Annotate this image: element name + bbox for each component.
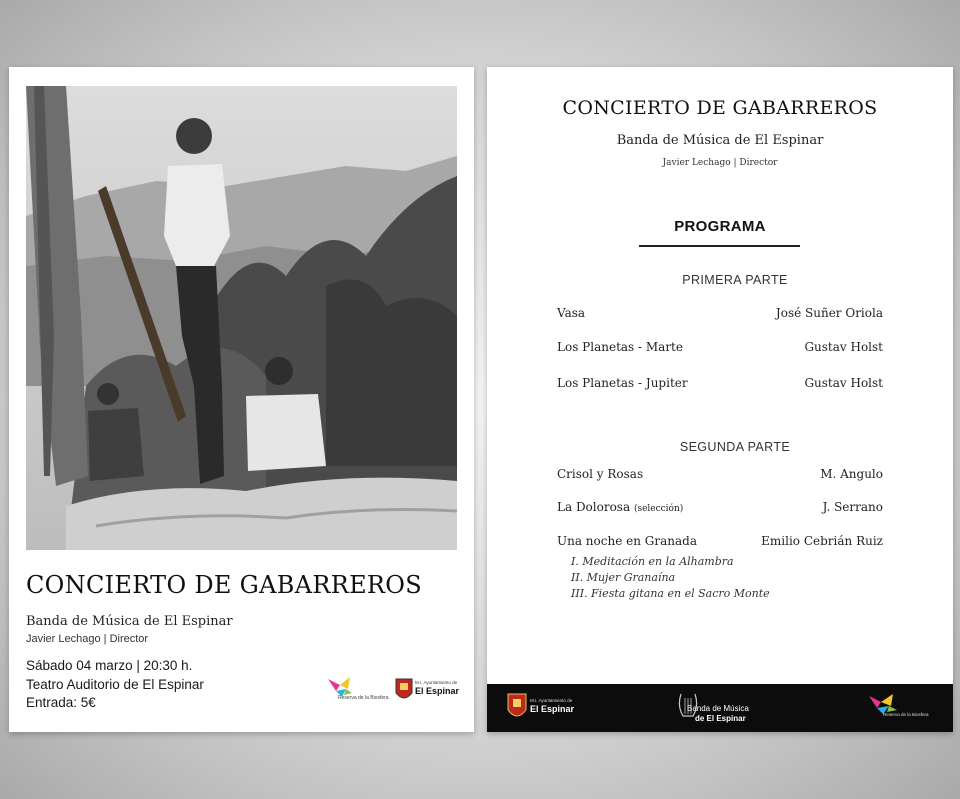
program-item: [557, 306, 883, 320]
piece-composer: Gustav Holst: [804, 376, 883, 390]
piece-title: Los Planetas - Jupiter: [557, 376, 688, 390]
concert-poster: [9, 67, 474, 732]
historical-photo: [26, 86, 457, 550]
coat-of-arms-icon: [395, 677, 413, 703]
band-logo-line1: Banda de Música: [687, 704, 749, 713]
piece-title: Vasa: [557, 306, 586, 320]
piece-title: Una noche en Granada: [557, 534, 697, 548]
town-hall-name: El Espinar: [530, 704, 575, 714]
town-hall-name: El Espinar: [415, 686, 460, 696]
biosphere-reserve-logo: [867, 692, 937, 724]
movement-list: [571, 554, 770, 602]
town-hall-small-label: M.I. Ayuntamiento de: [530, 698, 573, 703]
program-item: [557, 467, 883, 481]
part-one-label: PRIMERA PARTE: [682, 273, 788, 287]
program-item: [557, 340, 883, 354]
program-item: [557, 376, 883, 390]
piece-composer: Emilio Cebrián Ruiz: [761, 534, 883, 548]
biosphere-reserve-label: Reserva de la Biosfera: [338, 695, 389, 701]
piece-composer: M. Angulo: [820, 467, 883, 481]
concert-program: [487, 67, 953, 732]
movement-item: III. Fiesta gitana en el Sacro Monte: [571, 587, 770, 600]
piece-composer: Gustav Holst: [804, 340, 883, 354]
band-logo: [677, 690, 769, 726]
poster-title: CONCIERTO DE GABARREROS: [26, 571, 422, 599]
heading-underline: [639, 245, 800, 247]
biosphere-reserve-logo: [326, 675, 388, 705]
town-hall-small-label: M.I. Ayuntamiento de: [415, 680, 458, 685]
program-footer: [487, 684, 953, 732]
program-title: CONCIERTO DE GABARREROS: [562, 97, 878, 119]
poster-entry: Entrada: 5€: [26, 695, 96, 710]
program-band-name: Banda de Música de El Espinar: [616, 133, 824, 148]
town-hall-logo: [395, 677, 460, 703]
piece-composer: José Suñer Oriola: [775, 306, 883, 320]
poster-director: Javier Lechago | Director: [26, 633, 149, 645]
piece-title: La Dolorosa (selección): [557, 500, 684, 514]
movement-item: I. Meditación en la Alhambra: [571, 555, 734, 568]
poster-band-name: Banda de Música de El Espinar: [26, 614, 233, 629]
piece-composer: J. Serrano: [822, 500, 883, 514]
program-item: [557, 500, 883, 514]
town-hall-logo: [507, 692, 587, 724]
poster-event-info: [26, 657, 204, 713]
part-two-label: SEGUNDA PARTE: [679, 440, 791, 454]
piece-title: Crisol y Rosas: [557, 467, 644, 481]
biosphere-reserve-label: Reserva de la Biosfera: [883, 712, 929, 717]
program-director: Javier Lechago | Director: [662, 158, 778, 168]
poster-venue: Teatro Auditorio de El Espinar: [26, 676, 204, 692]
movement-item: II. Mujer Granaína: [571, 571, 676, 584]
program-heading: PROGRAMA: [674, 218, 766, 235]
poster-date: Sábado 04 marzo | 20:30 h.: [26, 658, 193, 673]
piece-note: (selección): [633, 504, 684, 514]
program-item: [557, 534, 883, 548]
coat-of-arms-icon: [507, 692, 527, 722]
piece-title: Los Planetas - Marte: [557, 340, 683, 354]
band-logo-line2: de El Espinar: [695, 714, 746, 723]
